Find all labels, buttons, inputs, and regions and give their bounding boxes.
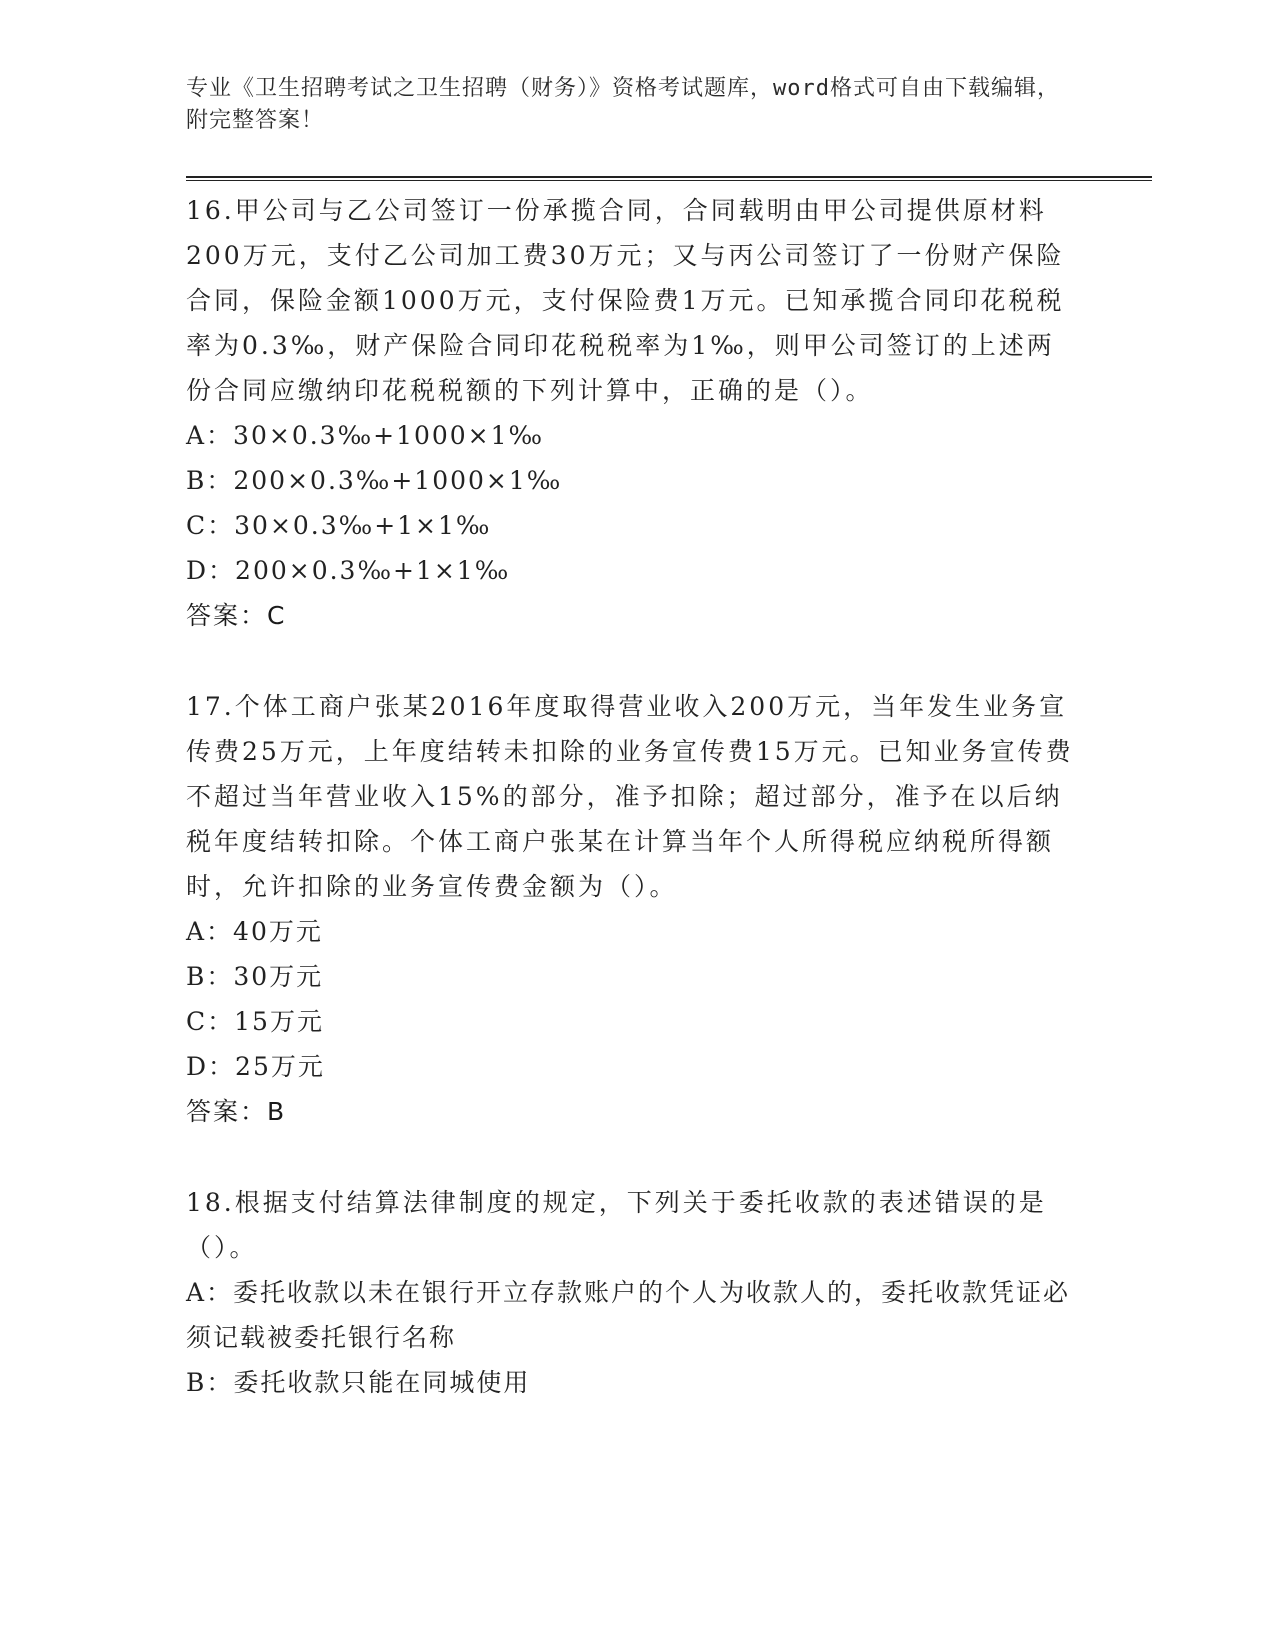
option-a: A：委托收款以未在银行开立存款账户的个人为收款人的，委托收款凭证必须记载被委托银行名称 [186, 1278, 1071, 1352]
question-stem: 18.根据支付结算法律制度的规定，下列关于委托收款的表述错误的是（）。 [186, 1188, 1047, 1262]
option-b: B：200×0.3‰+1000×1‰ [186, 466, 563, 495]
option-c: C：15万元 [186, 1007, 324, 1036]
document-header: 专业《卫生招聘考试之卫生招聘（财务）》资格考试题库，word格式可自由下载编辑，附完整答案！ [186, 76, 1060, 133]
option-b: B：委托收款只能在同城使用 [186, 1368, 531, 1397]
question-18 [186, 1180, 1086, 1405]
option-c: C：30×0.3‰+1×1‰ [186, 511, 492, 540]
answer: 答案：B [186, 1097, 287, 1126]
option-a: A：40万元 [186, 917, 323, 946]
question-stem: 16.甲公司与乙公司签订一份承揽合同，合同载明由甲公司提供原材料200万元，支付乙公司加工费30万元；又与丙公司签订了一份财产保险合同，保险金额1000万元，支付保险费1万元。已知承揽合同印花税税率为0.3‰，财产保险合同印花税税率为1‰，则甲公司签订的上述两份合同应缴纳印花税税额的下列计算中，正确的是（）。 [186, 196, 1065, 405]
question-16 [186, 188, 1086, 638]
option-b: B：30万元 [186, 962, 324, 991]
question-17 [186, 684, 1086, 1134]
header-divider [186, 176, 1152, 181]
option-d: D：200×0.3‰+1×1‰ [186, 556, 511, 585]
option-a: A：30×0.3‰+1000×1‰ [186, 421, 545, 450]
question-list [186, 188, 1086, 1451]
option-d: D：25万元 [186, 1052, 325, 1081]
answer: 答案：C [186, 601, 287, 630]
question-stem: 17.个体工商户张某2016年度取得营业收入200万元，当年发生业务宣传费25万元，上年度结转未扣除的业务宣传费15万元。已知业务宣传费不超过当年营业收入15%的部分，准予扣除；超过部分，准予在以后纳税年度结转扣除。个体工商户张某在计算当年个人所得税应纳税所得额时，允许扣除的业务宣传费金额为（）。 [186, 692, 1074, 901]
